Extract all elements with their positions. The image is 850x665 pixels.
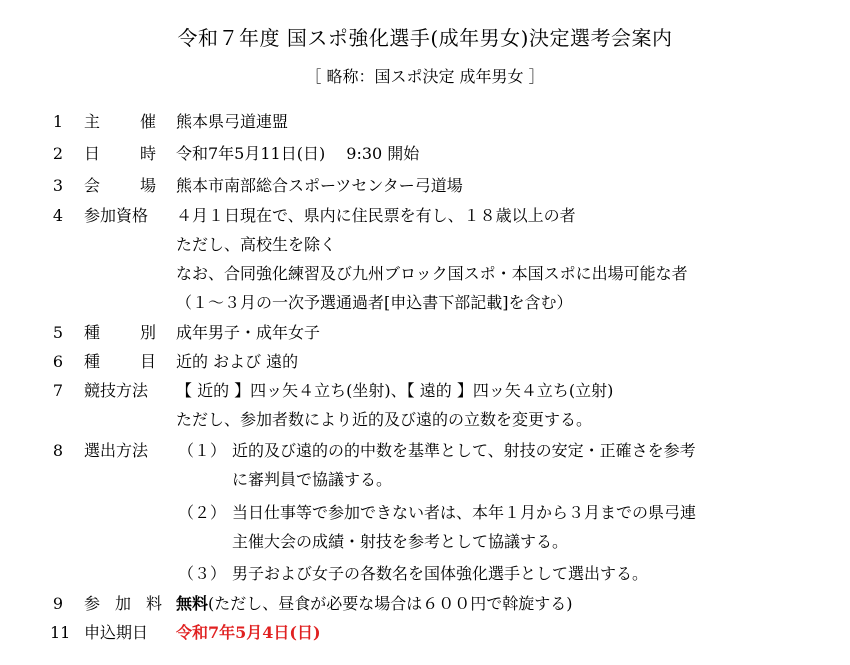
label-char: 場 [139, 176, 156, 195]
item-label: 選出方法 [84, 441, 149, 460]
sub-item-line: に審判員で協議する。 [232, 470, 393, 489]
item-number: 1 [52, 112, 64, 131]
sub-item-line: 近的及び遠的の的中数を基準として、射技の安定・正確さを参考 [232, 441, 696, 460]
item-value: 近的 および 遠的 [176, 352, 299, 371]
item-value-line: ただし、高校生を除く [176, 235, 337, 254]
label-char: 目 [139, 352, 156, 371]
sub-item-line: 主催大会の成績・射技を参考として協議する。 [232, 532, 569, 551]
sub-item-mark: （１） [178, 441, 227, 460]
item-value: 令和7年5月11日(日) 9:30 開始 [176, 144, 420, 163]
page-title: 令和７年度 国スポ強化選手(成年男女)決定選考会案内 [177, 26, 673, 50]
fee-free-label: 無料 [176, 594, 209, 613]
item-number: 2 [52, 144, 64, 163]
item-number: 5 [52, 323, 64, 342]
label-char: 種 [84, 352, 101, 371]
item-value-line: ただし、参加者数により近的及び遠的の立数を変更する。 [176, 410, 593, 429]
item-label: 申込期日 [84, 623, 149, 642]
item-number: 4 [52, 206, 64, 225]
deadline-date: 令和7年5月4日(日) [176, 623, 321, 642]
item-value-line: （１～３月の一次予選通過者[申込書下部記載]を含む） [176, 293, 573, 312]
label-char: 参 [84, 594, 101, 613]
label-char: 料 [145, 594, 162, 613]
item-label [84, 174, 156, 198]
label-char: 種 [84, 323, 101, 342]
item-number: 6 [52, 352, 64, 371]
item-label [84, 110, 156, 134]
item-number: 8 [52, 441, 64, 460]
item-label [84, 350, 156, 374]
item-label: 参加資格 [84, 206, 149, 225]
sub-item-mark: （２） [178, 503, 227, 522]
fee-note: (ただし、昼食が必要な場合は６００円で斡旋する) [208, 594, 573, 613]
item-number: 11 [50, 623, 71, 642]
item-value [176, 592, 573, 616]
item-value-line: 【 近的 】四ッ矢４立ち(坐射)、【 遠的 】四ッ矢４立ち(立射) [176, 381, 614, 400]
label-char: 別 [139, 323, 156, 342]
item-number: 9 [52, 594, 64, 613]
item-value-line: なお、合同強化練習及び九州ブロック国スポ・本国スポに出場可能な者 [176, 264, 688, 283]
label-char: 日 [84, 144, 101, 163]
item-number: 3 [52, 176, 64, 195]
item-label [84, 142, 156, 166]
item-label: 競技方法 [84, 381, 149, 400]
item-number: 7 [52, 381, 64, 400]
item-value: 熊本市南部総合スポーツセンター弓道場 [176, 176, 463, 195]
label-char: 会 [84, 176, 101, 195]
item-value: 熊本県弓道連盟 [176, 112, 289, 131]
label-char: 催 [139, 112, 156, 131]
item-value-line: ４月１日現在で、県内に住民票を有し、１８歳以上の者 [176, 206, 576, 225]
label-char: 加 [114, 594, 131, 613]
item-label [84, 592, 162, 616]
item-value: 成年男子・成年女子 [176, 323, 321, 342]
sub-item-mark: （３） [178, 564, 227, 583]
label-char: 主 [84, 112, 101, 131]
page-subtitle: ［ 略称：国スポ決定 成年男女 ］ [305, 67, 545, 86]
sub-item-line: 当日仕事等で参加できない者は、本年１月から３月までの県弓連 [232, 503, 697, 522]
item-label [84, 321, 156, 345]
sub-item-line: 男子および女子の各数名を国体強化選手として選出する。 [232, 564, 649, 583]
label-char: 時 [139, 144, 156, 163]
